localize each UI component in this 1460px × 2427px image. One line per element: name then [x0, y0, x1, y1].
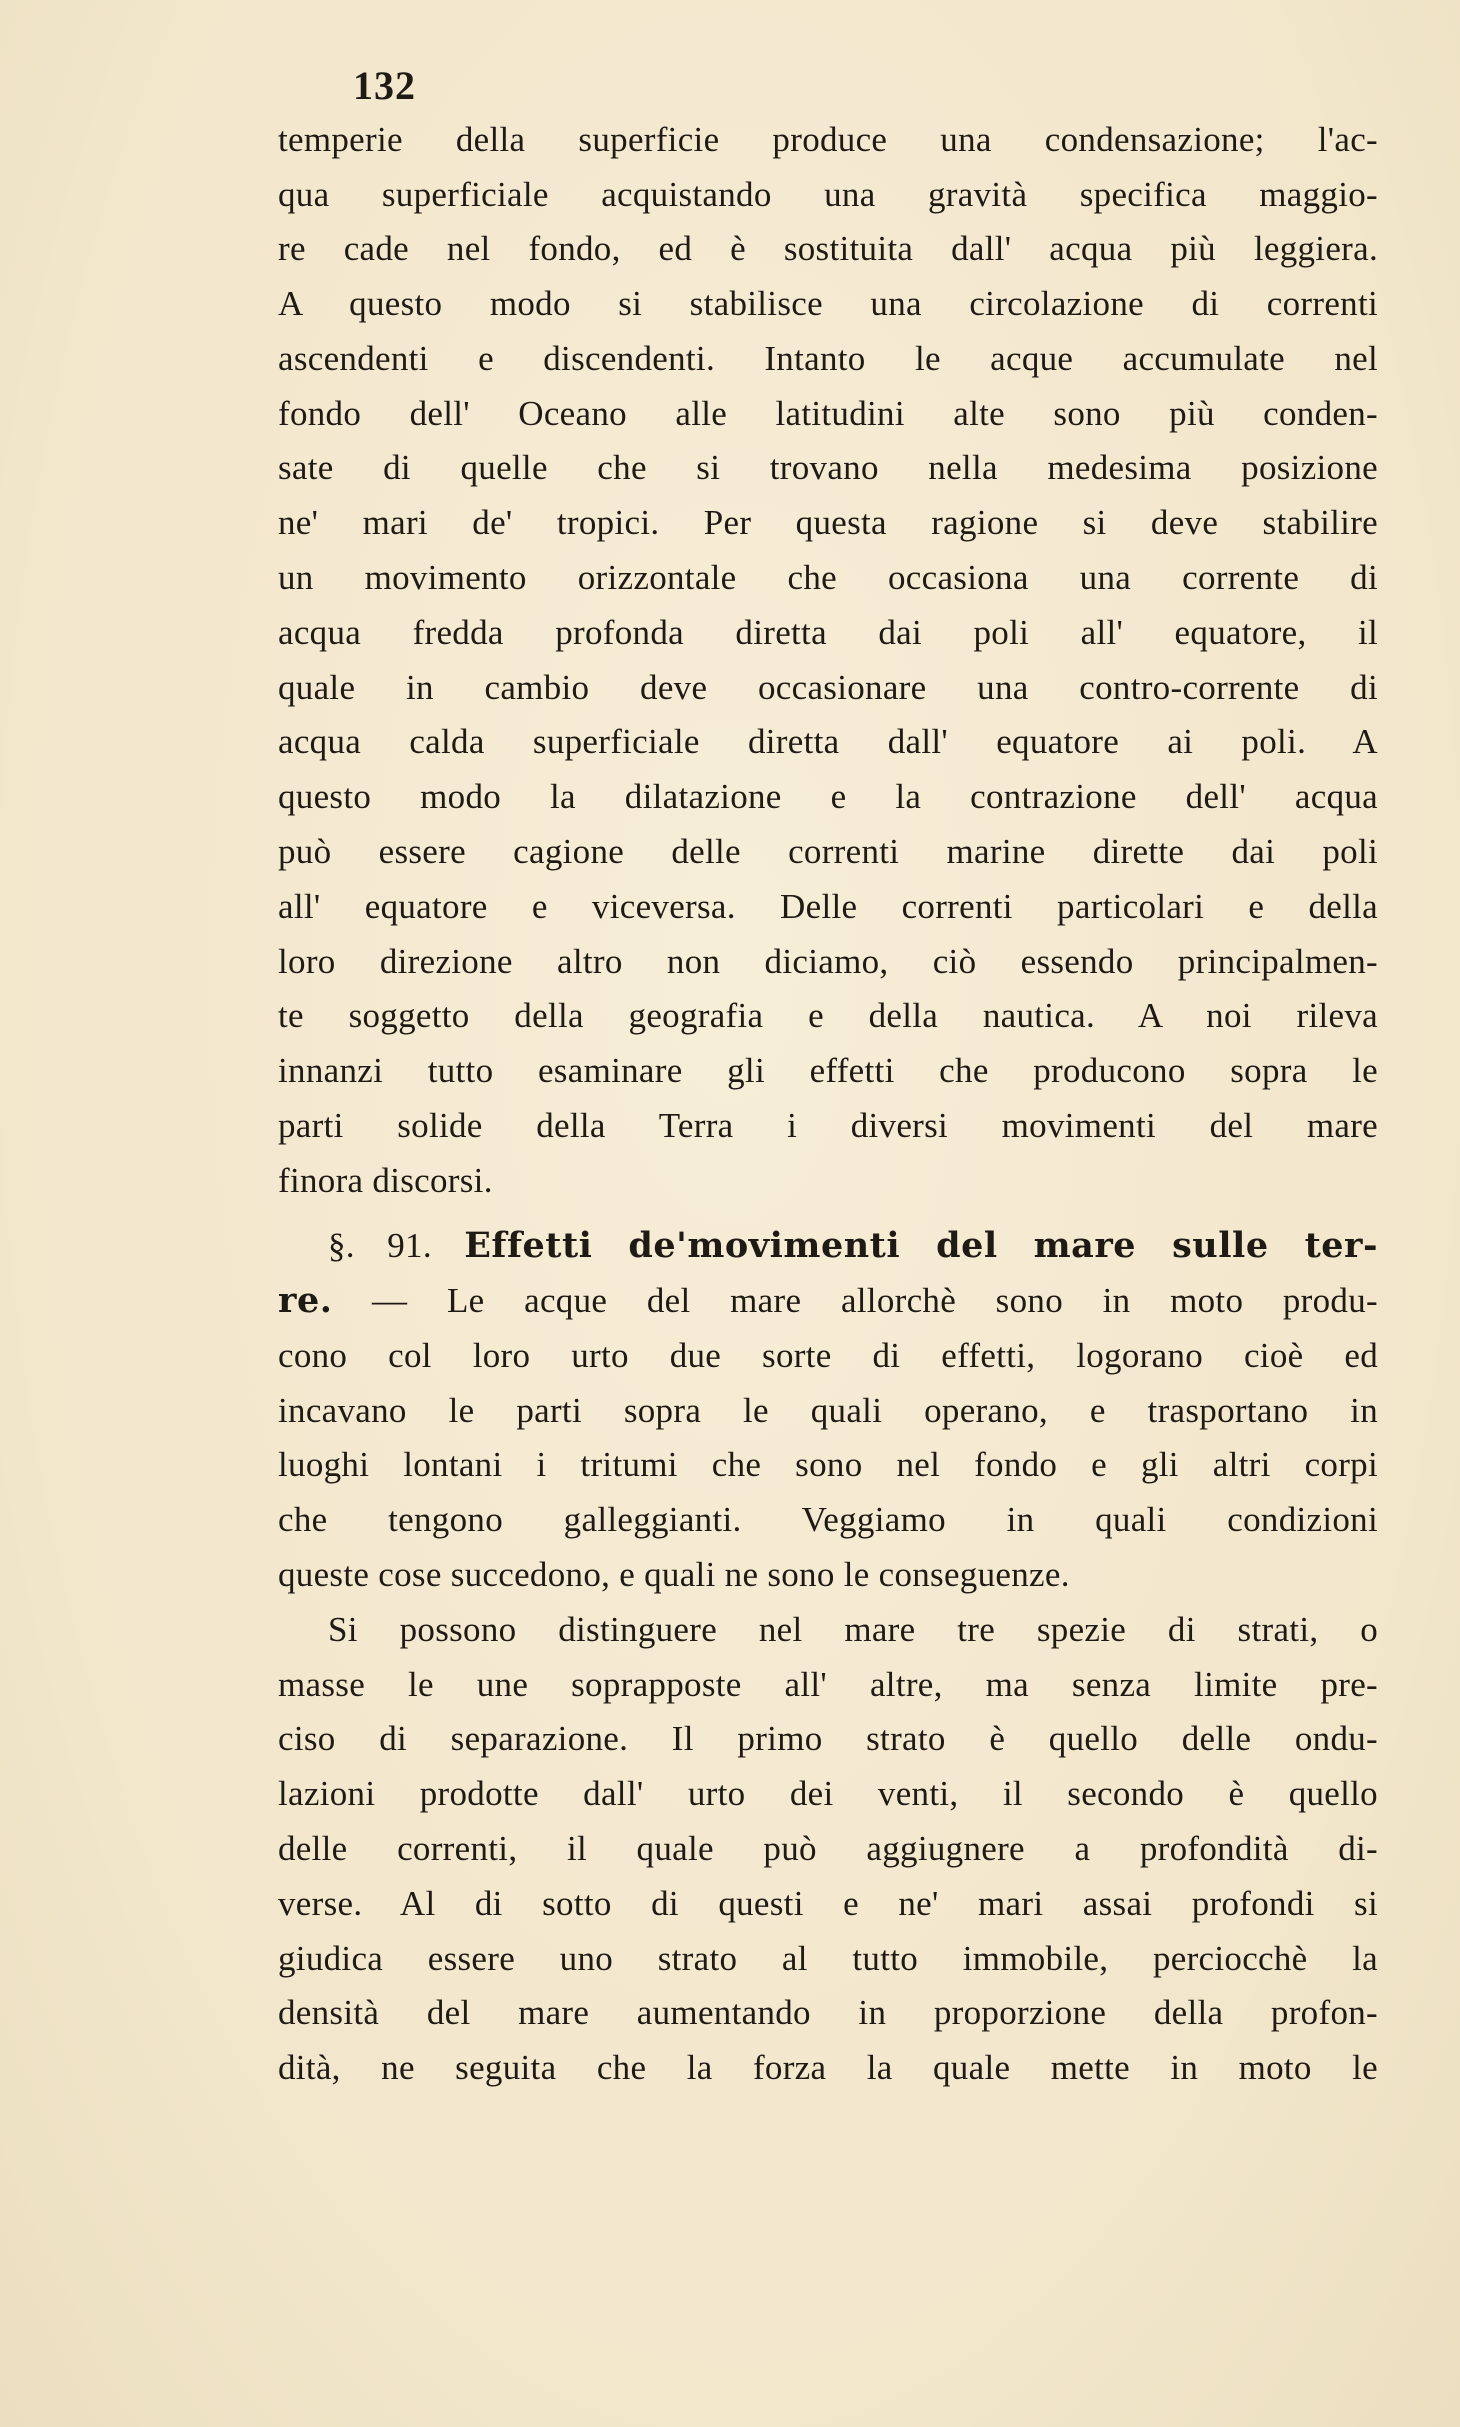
- text-line: ne' mari de' tropici. Per questa ragione si deve stabilire: [278, 503, 1378, 542]
- text-line: può essere cagione delle correnti marine dirette dai poli: [278, 832, 1378, 871]
- section-heading: [328, 1224, 1378, 1268]
- text-line: lazioni prodotte dall' urto dei venti, il secondo è quello: [278, 1774, 1378, 1813]
- text-line: sate di quelle che si trovano nella medesima posizione: [278, 448, 1378, 487]
- text-line: delle correnti, il quale può aggiugnere a profondità di-: [278, 1829, 1378, 1868]
- text-line: incavano le parti sopra le quali operano, e trasportano in: [278, 1391, 1378, 1430]
- text-line: queste cose succedono, e quali ne sono le conseguenze.: [278, 1555, 1070, 1594]
- text-line: parti solide della Terra i diversi movimenti del mare: [278, 1106, 1378, 1145]
- text-line: verse. Al di sotto di questi e ne' mari assai profondi si: [278, 1884, 1378, 1923]
- text-line: dità, ne seguita che la forza la quale mette in moto le: [278, 2048, 1378, 2087]
- page-number: 132: [353, 63, 416, 108]
- text-line: ascendenti e discendenti. Intanto le acque accumulate nel: [278, 339, 1378, 378]
- text-line: qua superficiale acquistando una gravità specifica maggio-: [278, 175, 1378, 214]
- text-line: te soggetto della geografia e della nautica. A noi rileva: [278, 996, 1378, 1035]
- text-line: un movimento orizzontale che occasiona una corrente di: [278, 558, 1378, 597]
- text-line: Si possono distinguere nel mare tre spezie di strati, o: [328, 1610, 1378, 1649]
- text-line: finora discorsi.: [278, 1161, 493, 1200]
- text-line: densità del mare aumentando in proporzione della profon-: [278, 1993, 1378, 2032]
- section-number: §. 91.: [328, 1226, 432, 1265]
- text-line: giudica essere uno strato al tutto immobile, perciocchè la: [278, 1939, 1378, 1978]
- text-line: masse le une soprapposte all' altre, ma senza limite pre-: [278, 1665, 1378, 1704]
- text-line: fondo dell' Oceano alle latitudini alte sono più conden-: [278, 394, 1378, 433]
- text-line: quale in cambio deve occasionare una contro-corrente di: [278, 668, 1378, 707]
- text-line: ciso di separazione. Il primo strato è quello delle ondu-: [278, 1719, 1378, 1758]
- text-line: che tengono galleggianti. Veggiamo in quali condizioni: [278, 1500, 1378, 1539]
- text-line: cono col loro urto due sorte di effetti, logorano cioè ed: [278, 1336, 1378, 1375]
- text-line: luoghi lontani i tritumi che sono nel fondo e gli altri corpi: [278, 1445, 1378, 1484]
- text-line: innanzi tutto esaminare gli effetti che producono sopra le: [278, 1051, 1378, 1090]
- text-line: loro direzione altro non diciamo, ciò essendo principalmen-: [278, 942, 1378, 981]
- text-line: A questo modo si stabilisce una circolazione di correnti: [278, 284, 1378, 323]
- text-line: temperie della superficie produce una condensazione; l'ac-: [278, 120, 1378, 159]
- text-line: re cade nel fondo, ed è sostituita dall' acqua più leggiera.: [278, 229, 1378, 268]
- section-heading-continued: [278, 1279, 1378, 1323]
- section-title: Effetti de'movimenti del mare sulle ter-: [464, 1225, 1378, 1266]
- text-line: acqua calda superficiale diretta dall' equatore ai poli. A: [278, 722, 1378, 761]
- text-line: questo modo la dilatazione e la contrazione dell' acqua: [278, 777, 1378, 816]
- text-line: all' equatore e viceversa. Delle correnti particolari e della: [278, 887, 1378, 926]
- text-line: acqua fredda profonda diretta dai poli all' equatore, il: [278, 613, 1378, 652]
- section-text-start: — Le acque del mare allorchè sono in moto produ-: [332, 1281, 1378, 1320]
- section-title-end: re.: [278, 1280, 333, 1321]
